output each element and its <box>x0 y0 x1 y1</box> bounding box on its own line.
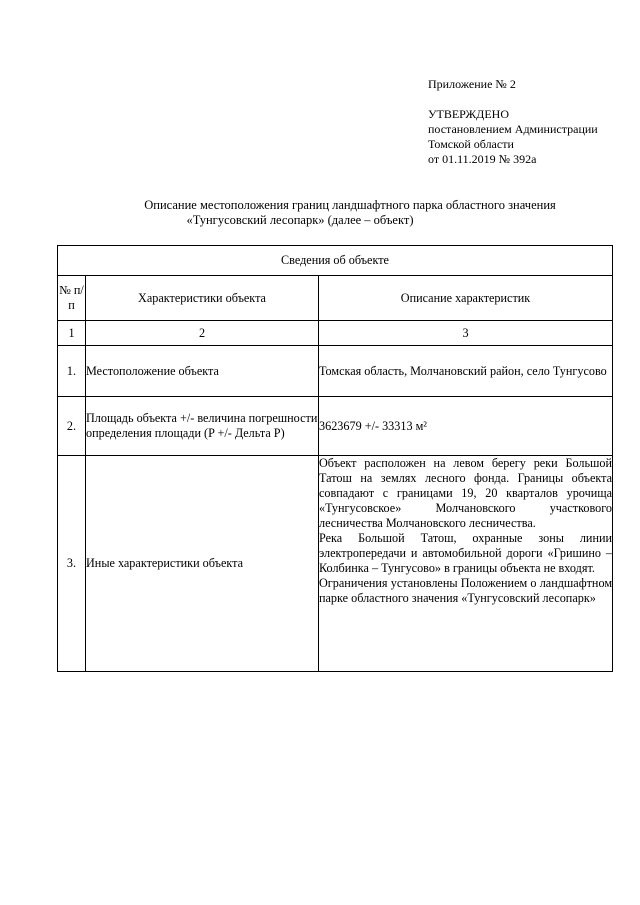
approval-block <box>428 77 598 167</box>
description-paragraph: Объект расположен на левом берегу реки Большой Татош на землях лесного фонда. Границы объекта совпадают с границами 19, 20 кварталов урочища «Тунгусовское» Молчановского участкового лесничества Молчановского лесничества. <box>319 456 613 530</box>
document-title-line1: Описание местоположения границ ландшафтного парка областного значения <box>144 198 556 212</box>
column-header-characteristics: Характеристики объекта <box>86 276 319 321</box>
table-row <box>58 397 613 456</box>
description-paragraph: Река Большой Татош, охранные зоны линии электропередачи и автомобильной дороги «Гришино – Колбинка – Тунгусово» в границы объекта не входят. <box>319 531 613 575</box>
row-number: 3. <box>58 456 86 672</box>
row-characteristic: Площадь объекта +/- величина погрешности определения площади (P +/- Дельта P) <box>86 397 319 456</box>
column-index: 2 <box>86 321 319 346</box>
description-paragraph: Ограничения установлены Положением о ландшафтном парке областного значения «Тунгусовский лесопарк» <box>319 576 613 605</box>
row-description <box>319 456 613 672</box>
approved-date-line: от 01.11.2019 № 392а <box>428 152 537 166</box>
column-index: 3 <box>319 321 613 346</box>
table-row <box>58 346 613 397</box>
row-number: 2. <box>58 397 86 456</box>
column-header-description: Описание характеристик <box>319 276 613 321</box>
document-title <box>60 198 640 228</box>
row-description: Томская область, Молчановский район, село Тунгусово <box>319 346 613 397</box>
appendix-label: Приложение № 2 <box>428 77 516 91</box>
column-index: 1 <box>58 321 86 346</box>
row-characteristic: Иные характеристики объекта <box>86 456 319 672</box>
approved-label: УТВЕРЖДЕНО <box>428 107 510 121</box>
row-number: 1. <box>58 346 86 397</box>
approved-region: Томской области <box>428 137 514 151</box>
table-header: Сведения об объекте <box>58 246 613 276</box>
document-title-line2: «Тунгусовский лесопарк» (далее – объект) <box>186 213 414 227</box>
approved-by-line: постановлением Администрации <box>428 122 598 136</box>
row-description: 3623679 +/- 33313 м² <box>319 397 613 456</box>
row-characteristic: Местоположение объекта <box>86 346 319 397</box>
column-header-num: № п/п <box>58 276 86 321</box>
table-row <box>58 456 613 672</box>
object-info-table <box>57 245 613 672</box>
